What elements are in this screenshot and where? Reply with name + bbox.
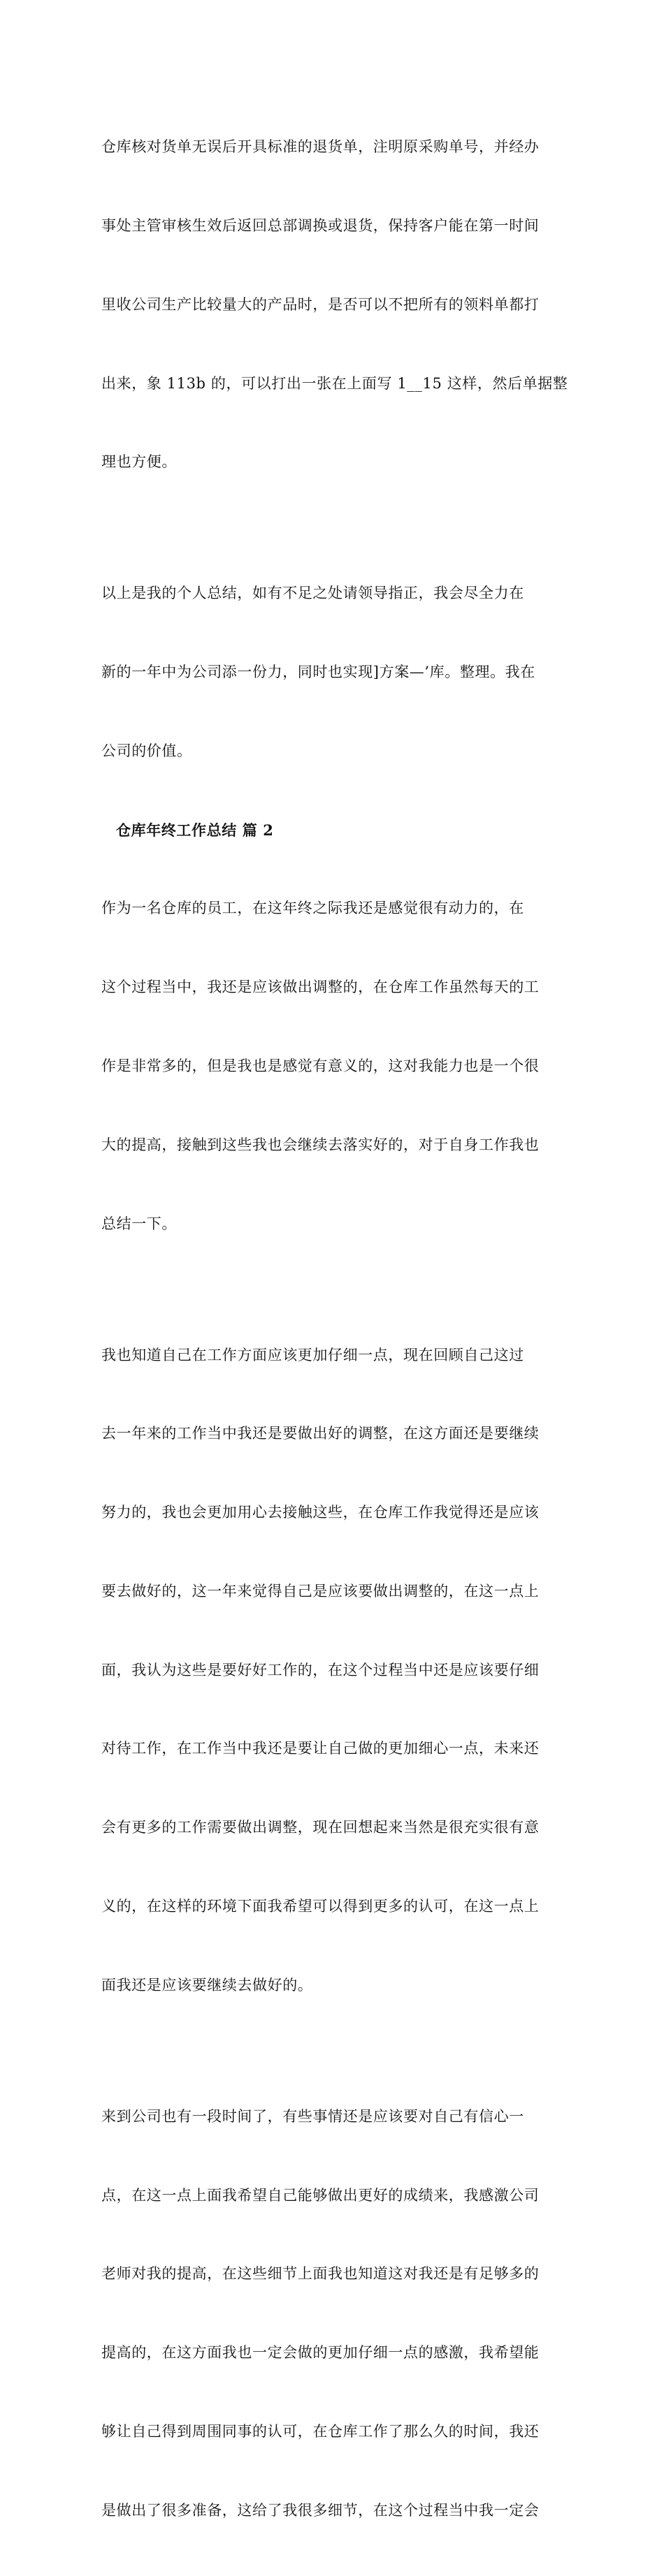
paragraph-company-gratitude <box>101 2051 565 2576</box>
text-line: 公司的价值。 <box>101 742 192 759</box>
paragraph-return-goods <box>101 82 568 528</box>
text-line: 点，在这一点上面我希望自己能够做出更好的成绩来，我感激公司 <box>101 2186 540 2204</box>
text-line: 去一年来的工作当中我还是要做出好的调整，在这方面还是要继续 <box>101 1425 540 1442</box>
text-line: 里收公司生产比较量大的产品时，是否可以不把所有的领料单都打 <box>101 295 540 313</box>
text-line: 是做出了很多准备，这给了我很多细节，在这个过程当中我一定会 <box>101 2501 540 2519</box>
paragraph-intro-part2 <box>101 843 565 1289</box>
text-line: 义的，在这样的环境下面我希望可以得到更多的认可，在这一点上 <box>101 1897 540 1915</box>
document-body <box>101 82 568 2576</box>
text-line: 作是非常多的，但是我也是感觉有意义的，这对我能力也是一个很 <box>101 1057 540 1074</box>
text-line: 会有更多的工作需要做出调整，现在回想起来当然是很充实很有意 <box>101 1819 540 1836</box>
text-line: 面，我认为这些是要好好工作的，在这个过程当中还是应该要仔细 <box>101 1661 540 1678</box>
text-line: 要去做好的，这一年来觉得自己是应该要做出调整的，在这一点上 <box>101 1582 540 1600</box>
text-line: 总结一下。 <box>101 1215 177 1232</box>
text-line: 对待工作，在工作当中我还是要让自己做的更加细心一点，未来还 <box>101 1740 540 1757</box>
paragraph-summary-closing <box>101 528 565 817</box>
text-line: 来到公司也有一段时间了，有些事情还是应该要对自己有信心一 <box>101 2107 524 2125</box>
text-line: 这个过程当中，我还是应该做出调整的，在仓库工作虽然每天的工 <box>101 979 540 996</box>
text-line: 以上是我的个人总结，如有不足之处请领导指正，我会尽全力在 <box>101 585 524 602</box>
text-line: 够让自己得到周围同事的认可，在仓库工作了那么久的时间，我还 <box>101 2422 540 2440</box>
text-line: 我也知道自己在工作方面应该更加仔细一点，现在回顾自己这过 <box>101 1346 524 1363</box>
paragraph-work-reflection <box>101 1289 565 2051</box>
text-line: 理也方便。 <box>101 453 177 471</box>
text-line: 出来，象 113b 的，可以打出一张在上面写 1__15 这样，然后单据整 <box>101 374 568 392</box>
text-line: 努力的，我也会更加用心去接触这些，在仓库工作我觉得还是应该 <box>101 1504 540 1521</box>
text-line: 面我还是应该要继续去做好的。 <box>101 1976 313 1993</box>
text-line: 事处主管审核生效后返回总部调换或退货，保持客户能在第一时间 <box>101 217 540 234</box>
text-line: 提高的，在这方面我也一定会做的更加仔细一点的感激，我希望能 <box>101 2344 540 2362</box>
text-line: 作为一名仓库的员工，在这年终之际我还是感觉很有动力的，在 <box>101 900 524 917</box>
text-line: 老师对我的提高，在这些细节上面我也知道这对我还是有足够多的 <box>101 2265 540 2283</box>
text-line: 仓库核对货单无误后开具标准的退货单，注明原采购单号，并经办 <box>101 138 540 156</box>
text-line: 大的提高，接触到这些我也会继续去落实好的，对于自身工作我也 <box>101 1136 540 1153</box>
section-heading: 仓库年终工作总结 篇 2 <box>116 821 274 839</box>
text-line: 新的一年中为公司添一份力，同时也实现]方案—’库。整理。我在 <box>101 664 535 681</box>
